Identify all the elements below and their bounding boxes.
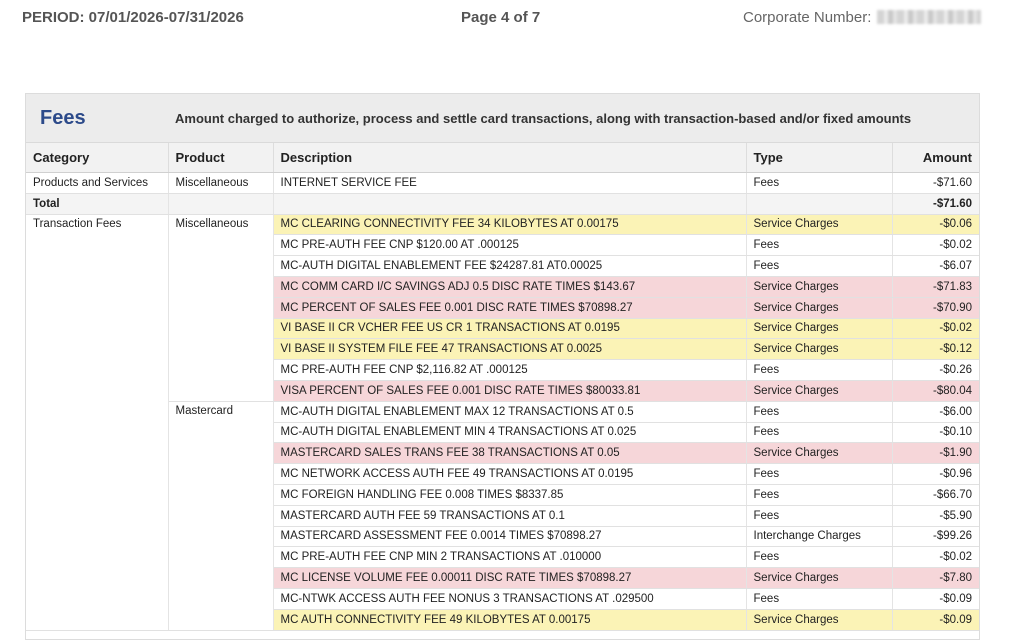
type-cell: Service Charges	[746, 380, 892, 401]
description-cell: MC PRE-AUTH FEE CNP MIN 2 TRANSACTIONS AT .010000	[273, 547, 746, 568]
type-cell: Fees	[746, 505, 892, 526]
description-cell: VI BASE II SYSTEM FILE FEE 47 TRANSACTIONS AT 0.0025	[273, 339, 746, 360]
type-cell: Fees	[746, 464, 892, 485]
type-cell: Service Charges	[746, 318, 892, 339]
type-cell: Service Charges	[746, 568, 892, 589]
section-title: Fees	[40, 107, 86, 129]
amount-cell: -$66.70	[892, 484, 979, 505]
amount-cell: -$0.09	[892, 588, 979, 609]
description-cell: VISA PERCENT OF SALES FEE 0.001 DISC RATE TIMES $80033.81	[273, 380, 746, 401]
total-row	[26, 193, 979, 214]
description-cell: MASTERCARD SALES TRANS FEE 38 TRANSACTIONS AT 0.05	[273, 443, 746, 464]
amount-cell: -$99.26	[892, 526, 979, 547]
amount-cell: -$80.04	[892, 380, 979, 401]
table-row	[26, 173, 979, 194]
page-header	[0, 9, 1024, 31]
type-cell: Service Charges	[746, 297, 892, 318]
col-product: Product	[168, 143, 273, 173]
corporate-number	[743, 9, 981, 26]
type-cell: Interchange Charges	[746, 526, 892, 547]
product-cell: Miscellaneous	[168, 214, 273, 401]
amount-cell: -$71.83	[892, 276, 979, 297]
amount-cell: -$0.09	[892, 609, 979, 630]
type-cell: Service Charges	[746, 609, 892, 630]
description-cell: MC-NTWK ACCESS AUTH FEE NONUS 3 TRANSACTIONS AT .029500	[273, 588, 746, 609]
amount-cell: -$0.10	[892, 422, 979, 443]
type-cell: Fees	[746, 422, 892, 443]
col-category: Category	[26, 143, 168, 173]
description-cell: MC COMM CARD I/C SAVINGS ADJ 0.5 DISC RATE TIMES $143.67	[273, 276, 746, 297]
total-label: Total	[26, 193, 168, 214]
fees-panel	[25, 93, 980, 640]
type-cell: Service Charges	[746, 339, 892, 360]
description-cell: MC-AUTH DIGITAL ENABLEMENT MAX 12 TRANSACTIONS AT 0.5	[273, 401, 746, 422]
redacted-value	[877, 10, 981, 24]
amount-cell: -$0.02	[892, 547, 979, 568]
amount-cell: -$0.06	[892, 214, 979, 235]
description-cell: MC LICENSE VOLUME FEE 0.00011 DISC RATE TIMES $70898.27	[273, 568, 746, 589]
type-cell: Fees	[746, 484, 892, 505]
category-cell: Products and Services	[26, 173, 168, 194]
statement-period: PERIOD: 07/01/2026-07/31/2026	[22, 9, 244, 26]
amount-cell: -$71.60	[892, 173, 979, 194]
amount-cell: -$6.00	[892, 401, 979, 422]
page-number: Page 4 of 7	[461, 9, 541, 26]
description-cell: MC CLEARING CONNECTIVITY FEE 34 KILOBYTES AT 0.00175	[273, 214, 746, 235]
amount-cell: -$1.90	[892, 443, 979, 464]
amount-cell: -$0.02	[892, 318, 979, 339]
amount-cell: -$0.26	[892, 360, 979, 381]
type-cell: Service Charges	[746, 276, 892, 297]
fees-table	[26, 143, 979, 631]
type-cell: Fees	[746, 360, 892, 381]
amount-cell: -$0.02	[892, 235, 979, 256]
section-subtitle: Amount charged to authorize, process and settle card transactions, along with transaction-based and/or fixed amounts	[175, 111, 912, 126]
amount-cell: -$5.90	[892, 505, 979, 526]
type-cell: Fees	[746, 256, 892, 277]
description-cell: MASTERCARD ASSESSMENT FEE 0.0014 TIMES $70898.27	[273, 526, 746, 547]
table-row	[26, 214, 979, 235]
type-cell: Fees	[746, 235, 892, 256]
amount-cell: -$70.90	[892, 297, 979, 318]
col-type: Type	[746, 143, 892, 173]
amount-cell: -$7.80	[892, 568, 979, 589]
product-cell: Miscellaneous	[168, 173, 273, 194]
col-description: Description	[273, 143, 746, 173]
corporate-number-label: Corporate Number:	[743, 9, 872, 26]
product-cell: Mastercard	[168, 401, 273, 630]
col-amount: Amount	[892, 143, 979, 173]
type-cell: Fees	[746, 547, 892, 568]
description-cell: MC PERCENT OF SALES FEE 0.001 DISC RATE TIMES $70898.27	[273, 297, 746, 318]
description-cell: MC FOREIGN HANDLING FEE 0.008 TIMES $8337.85	[273, 484, 746, 505]
type-cell: Service Charges	[746, 214, 892, 235]
category-cell: Transaction Fees	[26, 214, 168, 630]
type-cell: Fees	[746, 401, 892, 422]
type-cell: Service Charges	[746, 443, 892, 464]
amount-cell: -$6.07	[892, 256, 979, 277]
fees-title-bar	[26, 94, 979, 143]
description-cell: MC AUTH CONNECTIVITY FEE 49 KILOBYTES AT 0.00175	[273, 609, 746, 630]
description-cell: INTERNET SERVICE FEE	[273, 173, 746, 194]
description-cell: MC PRE-AUTH FEE CNP $120.00 AT .000125	[273, 235, 746, 256]
description-cell: MC PRE-AUTH FEE CNP $2,116.82 AT .000125	[273, 360, 746, 381]
description-cell: MASTERCARD AUTH FEE 59 TRANSACTIONS AT 0.1	[273, 505, 746, 526]
table-row	[26, 401, 979, 422]
description-cell: MC-AUTH DIGITAL ENABLEMENT FEE $24287.81 AT0.00025	[273, 256, 746, 277]
type-cell: Fees	[746, 173, 892, 194]
amount-cell: -$0.96	[892, 464, 979, 485]
amount-cell: -$0.12	[892, 339, 979, 360]
description-cell: MC NETWORK ACCESS AUTH FEE 49 TRANSACTIONS AT 0.0195	[273, 464, 746, 485]
description-cell: VI BASE II CR VCHER FEE US CR 1 TRANSACTIONS AT 0.0195	[273, 318, 746, 339]
total-amount: -$71.60	[892, 193, 979, 214]
type-cell: Fees	[746, 588, 892, 609]
description-cell: MC-AUTH DIGITAL ENABLEMENT MIN 4 TRANSACTIONS AT 0.025	[273, 422, 746, 443]
table-header-row	[26, 143, 979, 173]
